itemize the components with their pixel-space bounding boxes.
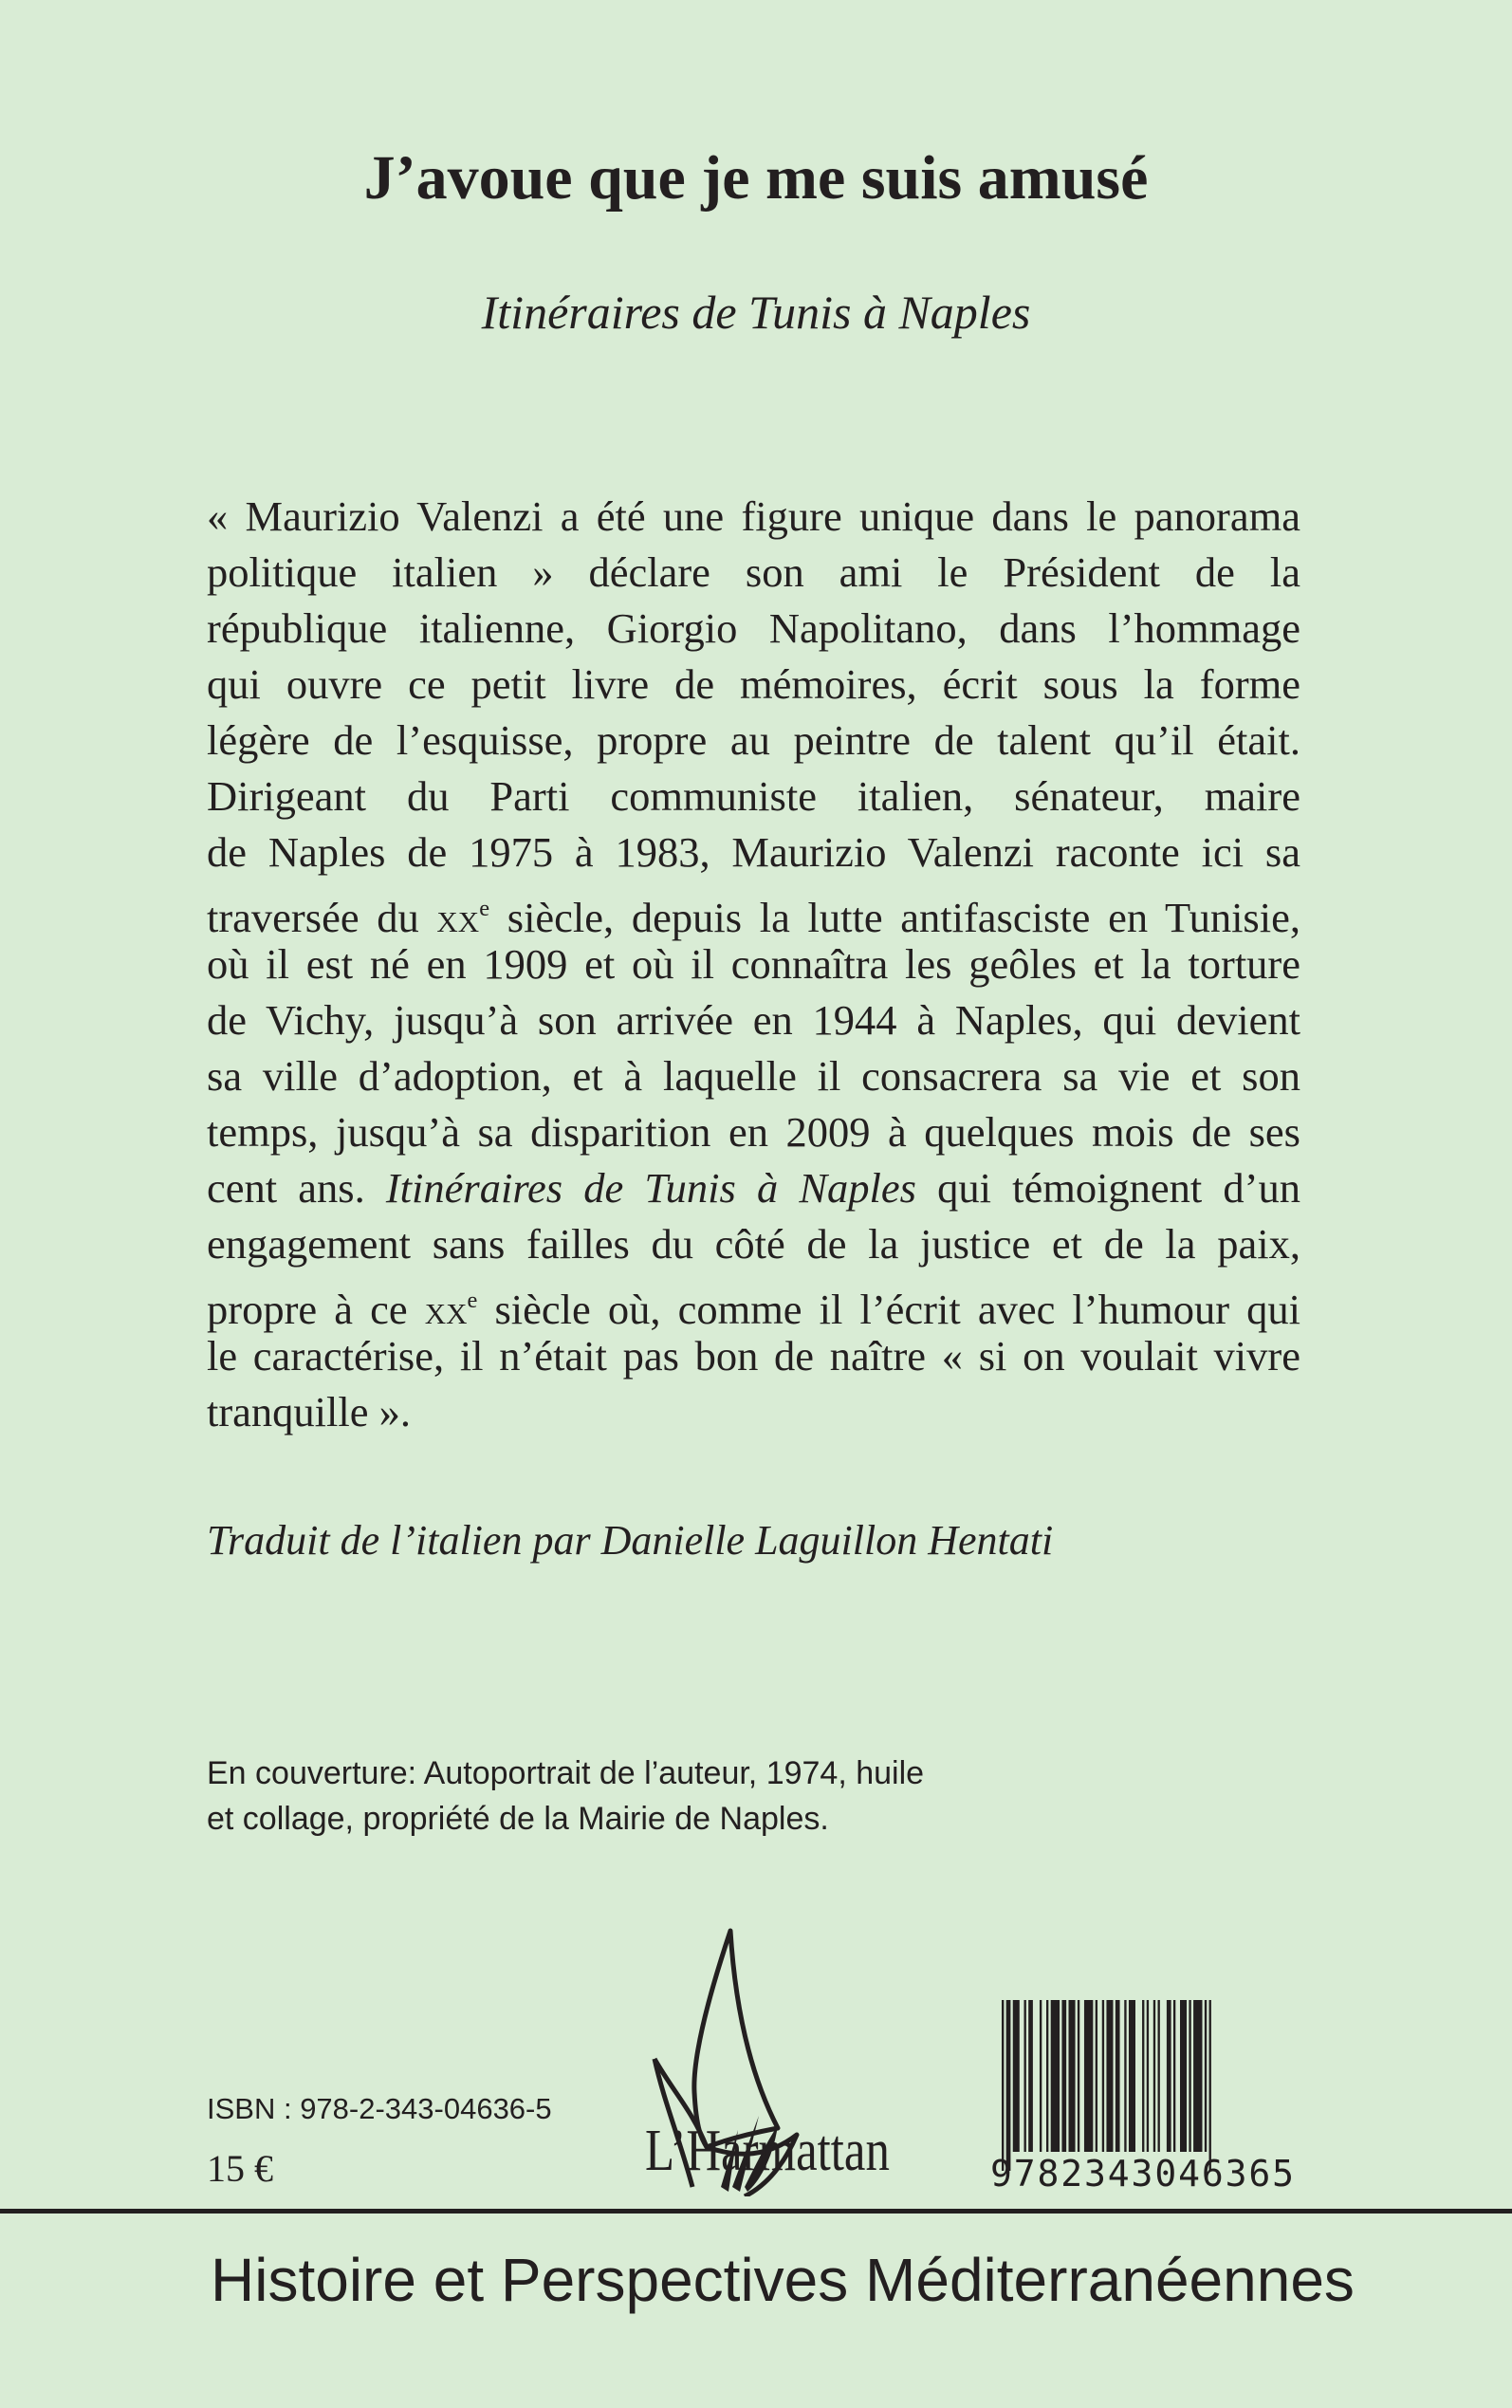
blurb-line (207, 1384, 1300, 1440)
barcode-bar (1124, 2000, 1126, 2152)
blurb-line (207, 1272, 1300, 1334)
blurb-line (207, 545, 1300, 601)
barcode-bar (1205, 2000, 1207, 2152)
barcode-number: 9782343046365 (990, 2153, 1294, 2190)
barcode-bar (1153, 2000, 1155, 2152)
blurb-line (207, 936, 1300, 992)
barcode-bar (1142, 2000, 1144, 2152)
barcode-bar (1096, 2000, 1097, 2152)
blurb-text: république italienne, Giorgio Napolitano, dans l’hommage (207, 604, 1300, 652)
blurb-text: xx (436, 894, 480, 942)
blurb-text: propre à ce (207, 1286, 425, 1334)
blurb-text: e (467, 1287, 478, 1313)
barcode-bar (1013, 2000, 1020, 2152)
blurb-line (207, 1216, 1300, 1272)
blurb-text: politique italien » déclare son ami le Président de la (207, 548, 1300, 596)
book-title: J’avoue que je me suis amusé (363, 143, 1149, 213)
blurb-line (207, 1328, 1300, 1384)
blurb-text: Dirigeant du Parti communiste italien, sénateur, maire (207, 772, 1300, 820)
blurb-text: xx (424, 1286, 468, 1334)
cover-credit-line: En couverture: Autoportrait de l’auteur, 1974, huile (207, 1755, 925, 1791)
barcode-bar (1158, 2000, 1160, 2152)
blurb-text: e (479, 896, 490, 921)
barcode-bar (1147, 2000, 1149, 2152)
barcode (983, 2000, 1310, 2190)
divider (0, 2209, 1512, 2214)
barcode-bar (1051, 2000, 1060, 2152)
blurb-line (207, 489, 1300, 545)
isbn: ISBN : 978-2-343-04636-5 (207, 2092, 552, 2125)
series-name: Histoire et Perspectives Méditerranéennes (211, 2246, 1355, 2314)
blurb-text: siècle, depuis la lutte antifasciste en Tunisie, (489, 894, 1300, 942)
blurb-text: tranquille ». (207, 1388, 412, 1436)
blurb-line (207, 824, 1300, 880)
blurb-line (207, 713, 1300, 769)
publisher-name: L’Harmattan (645, 2119, 890, 2183)
barcode-bar (1084, 2000, 1093, 2152)
barcode-bar (1193, 2000, 1202, 2152)
blurb-line (207, 992, 1300, 1048)
blurb-text: sa ville d’adoption, et à laquelle il consacrera sa vie et son (207, 1052, 1300, 1100)
blurb-text: légère de l’esquisse, propre au peintre de talent qu’il était. (207, 716, 1300, 764)
barcode-bar (1102, 2000, 1104, 2152)
blurb-text: où il est né en 1909 et où il connaîtra les geôles et la torture (207, 940, 1300, 988)
blurb-text: cent ans. (207, 1164, 386, 1212)
barcode-bar (1006, 2000, 1011, 2171)
blurb-line (207, 1048, 1300, 1104)
cover-credit-line: et collage, propriété de la Mairie de Naples. (207, 1801, 829, 1837)
book-subtitle: Itinéraires de Tunis à Naples (481, 286, 1031, 339)
barcode-bar (1078, 2000, 1079, 2152)
barcode-bar (1061, 2000, 1066, 2152)
barcode-bar (1209, 2000, 1211, 2171)
barcode-bar (1024, 2000, 1026, 2152)
barcode-bar (1116, 2000, 1120, 2152)
blurb-text: temps, jusqu’à sa disparition en 2009 à quelques mois de ses (207, 1108, 1300, 1156)
blurb-text: qui ouvre ce petit livre de mémoires, écrit sous la forme (207, 660, 1300, 708)
barcode-bar (1180, 2000, 1187, 2152)
blurb-line (207, 880, 1300, 942)
barcode-bar (1129, 2000, 1135, 2152)
barcode-bar (1173, 2000, 1175, 2152)
price: 15 € (207, 2147, 273, 2190)
barcode-bar (1028, 2000, 1033, 2152)
blurb-text: siècle où, comme il l’écrit avec l’humour qui (477, 1286, 1300, 1334)
blurb-line (207, 601, 1300, 657)
blurb-text: engagement sans failles du côté de la justice et de la paix, (207, 1220, 1300, 1268)
barcode-bar (1167, 2000, 1171, 2152)
barcode-bar (1002, 2000, 1004, 2171)
barcode-bar (1189, 2000, 1190, 2152)
cover-credit (207, 1750, 924, 1842)
translator-credit: Traduit de l’italien par Danielle Laguillon Hentati (207, 1517, 1054, 1564)
blurb-line (207, 1160, 1300, 1216)
blurb-line (207, 657, 1300, 713)
barcode-bar (1046, 2000, 1048, 2152)
blurb-line (207, 1104, 1300, 1160)
blurb-text: « Maurizio Valenzi a été une figure unique dans le panorama (207, 492, 1300, 540)
barcode-bar (1040, 2000, 1042, 2152)
blurb-text: Itinéraires de Tunis à Naples (385, 1164, 916, 1212)
blurb-line (207, 769, 1300, 824)
blurb-text: le caractérise, il n’était pas bon de naître « si on voulait vivre (207, 1332, 1300, 1380)
blurb (207, 489, 1300, 1440)
blurb-text: qui témoignent d’un (915, 1164, 1301, 1212)
blurb-text: traversée du (207, 894, 437, 942)
barcode-bar (1106, 2000, 1113, 2152)
blurb-text: de Naples de 1975 à 1983, Maurizio Valenzi raconte ici sa (207, 828, 1300, 876)
blurb-text: de Vichy, jusqu’à son arrivée en 1944 à Naples, qui devient (207, 996, 1300, 1044)
barcode-bar (1069, 2000, 1076, 2152)
